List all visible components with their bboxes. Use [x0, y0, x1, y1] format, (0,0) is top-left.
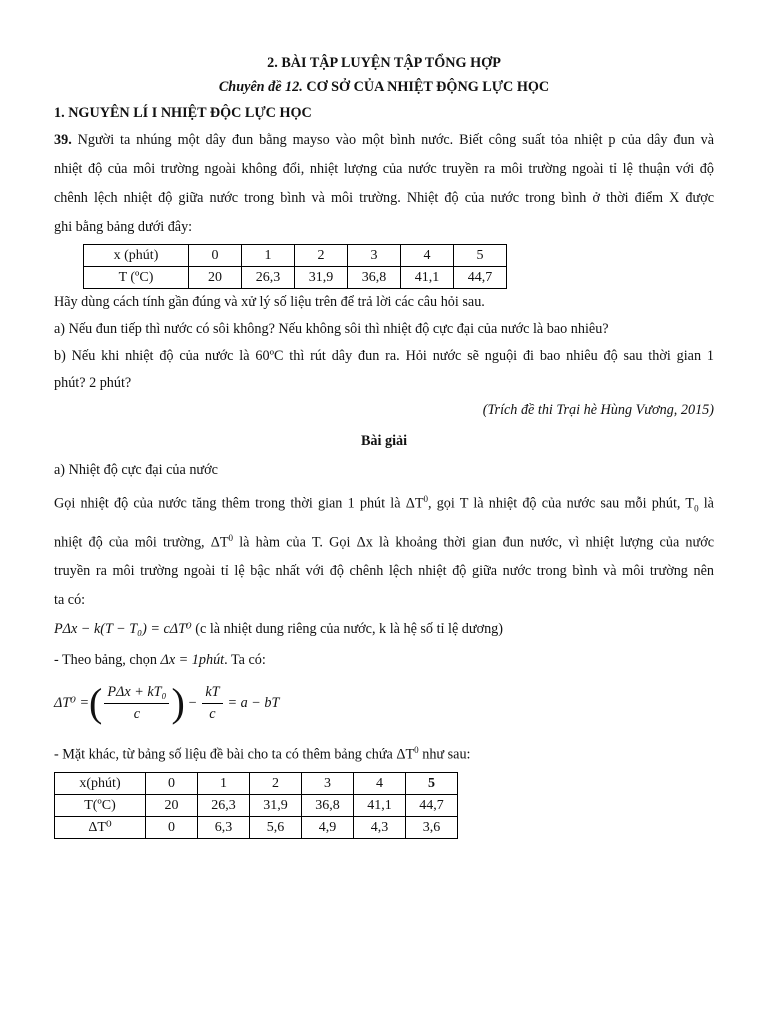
table-cell: 0: [146, 817, 198, 839]
table-cell: T (ºC): [84, 267, 189, 289]
solution-title: Bài giải: [360, 433, 408, 449]
table-cell: ΔT⁰: [55, 817, 146, 839]
table-cell: 0: [146, 773, 198, 795]
main-heading: 2. BÀI TẬP LUYỆN TẬP TỔNG HỢP: [267, 55, 501, 71]
table-cell: 5: [454, 245, 507, 267]
equation-1-note: (c là nhiệt dung riêng của nước, k là hệ số tỉ lệ dương): [195, 621, 503, 638]
table-cell: 20: [189, 267, 242, 289]
chapter-title: [54, 74, 714, 100]
table-cell: 36,8: [302, 795, 354, 817]
table-cell: 44,7: [406, 795, 458, 817]
table-cell: 26,3: [242, 267, 295, 289]
table-row: [84, 245, 507, 267]
choose-equation: Δx = 1phút: [160, 652, 225, 669]
fraction-2: $\frac{kT}{c}$: [202, 684, 222, 723]
table-cell: 44,7: [454, 267, 507, 289]
table-cell: 3,6: [406, 817, 458, 839]
chapter-prefix: Chuyên đề 12.: [218, 79, 303, 95]
equation-2: ΔT⁰ = ( $\frac{\text{PΔx + kT₀}}{c}$ ) − $\frac{kT}{c}$ = a − bT: [54, 680, 280, 726]
solution-line-4: ta có:: [54, 592, 86, 609]
chapter-name: CƠ SỞ CỦA NHIỆT ĐỘNG LỰC HỌC: [306, 79, 550, 95]
table-cell: 5,6: [250, 817, 302, 839]
table-cell: 4,3: [354, 817, 406, 839]
problem-line-4: ghi bằng bảng dưới đây:: [54, 219, 193, 235]
problem-line-2: nhiệt độ của môi trường ngoài không đổi, nhiệt lượng của nước truyền ra môi trường ngoài tỉ lệ thuận với độ: [54, 161, 714, 177]
table-cell: 1: [242, 245, 295, 267]
table-cell: 2: [295, 245, 348, 267]
table-cell: T(ºC): [55, 795, 146, 817]
fraction-1: $\frac{\text{PΔx + kT₀}}{c}$: [104, 684, 169, 723]
table-cell: 41,1: [354, 795, 406, 817]
table-cell: 4: [401, 245, 454, 267]
equation-1-line: [54, 615, 714, 644]
solution-line-1: Gọi nhiệt độ của nước tăng thêm trong thời gian 1 phút là $\Delta T^0$, gọi T là nhiệt độ của nước sau mỗi phút, $T_0$ là: [54, 494, 714, 514]
solution-part-a: a) Nhiệt độ cực đại của nước: [54, 462, 218, 478]
table-cell: x(phút): [55, 773, 146, 795]
table-row: [84, 267, 507, 289]
table-row: [55, 773, 458, 795]
table-cell: 31,9: [295, 267, 348, 289]
more-data-line: - Mặt khác, từ bảng số liệu đề bài cho ta có thêm bảng chứa $\Delta T^0$ như sau:: [54, 745, 471, 764]
source-citation: (Trích đề thi Trại hè Hùng Vương, 2015): [482, 402, 714, 418]
table-row: [55, 795, 458, 817]
document-page: [54, 50, 714, 839]
section-heading: 1. NGUYÊN LÍ I NHIỆT ĐỘC LỰC HỌC: [54, 105, 312, 121]
problem-line-3: chênh lệch nhiệt độ giữa nước trong bình và môi trường. Nhiệt độ của nước trong bình ở thời điểm X được: [54, 190, 714, 206]
questions: [54, 289, 714, 424]
table-cell: 26,3: [198, 795, 250, 817]
problem-table: [83, 244, 507, 289]
problem-number: 39.: [54, 132, 72, 148]
solution-table: [54, 772, 458, 839]
table-cell: 1: [198, 773, 250, 795]
table-cell: 5: [406, 773, 458, 795]
solution-text: [54, 456, 714, 675]
table-cell: 31,9: [250, 795, 302, 817]
solution-line-2: nhiệt độ của môi trường, $\Delta T^0$ là hàm của T. Gọi Δx là khoảng thời gian đun nước, vì nhiệt lượng của nước: [54, 532, 714, 551]
problem-line-1: Người ta nhúng một dây đun bằng mayso vào một bình nước. Biết công suất tỏa nhiệt p của dây đun và: [77, 132, 715, 148]
table-cell: 2: [250, 773, 302, 795]
table-cell: 3: [302, 773, 354, 795]
question-a: a) Nếu đun tiếp thì nước có sôi không? Nếu không sôi thì nhiệt độ cực đại của nước là bao nhiêu?: [54, 321, 609, 337]
instruction-text: Hãy dùng cách tính gần đúng và xử lý số liệu trên để trả lời các câu hỏi sau.: [54, 294, 485, 310]
table-row: [55, 817, 458, 839]
problem-text: [54, 126, 714, 242]
question-b-line-2: phút? 2 phút?: [54, 375, 132, 391]
table-cell: 36,8: [348, 267, 401, 289]
table-cell: 3: [348, 245, 401, 267]
table-cell: 6,3: [198, 817, 250, 839]
question-b-line-1: b) Nếu khi nhiệt độ của nước là 60ºC thì rút dây đun ra. Hỏi nước sẽ nguội đi bao nhiêu độ sau thời gian 1: [54, 348, 714, 364]
equation-1: PΔx − k(T − T₀) = cΔT⁰: [54, 621, 192, 638]
table-cell: x (phút): [84, 245, 189, 267]
solution-line-3: truyền ra môi trường ngoài tỉ lệ bậc nhất với độ chênh lệch nhiệt độ giữa nước trong bình và môi trường nên: [54, 563, 714, 580]
table-cell: 20: [146, 795, 198, 817]
table-cell: 0: [189, 245, 242, 267]
table-cell: 41,1: [401, 267, 454, 289]
choose-line: - Theo bảng, chọn Δx = 1phút. Ta có:: [54, 652, 266, 669]
table-cell: 4,9: [302, 817, 354, 839]
table-cell: 4: [354, 773, 406, 795]
